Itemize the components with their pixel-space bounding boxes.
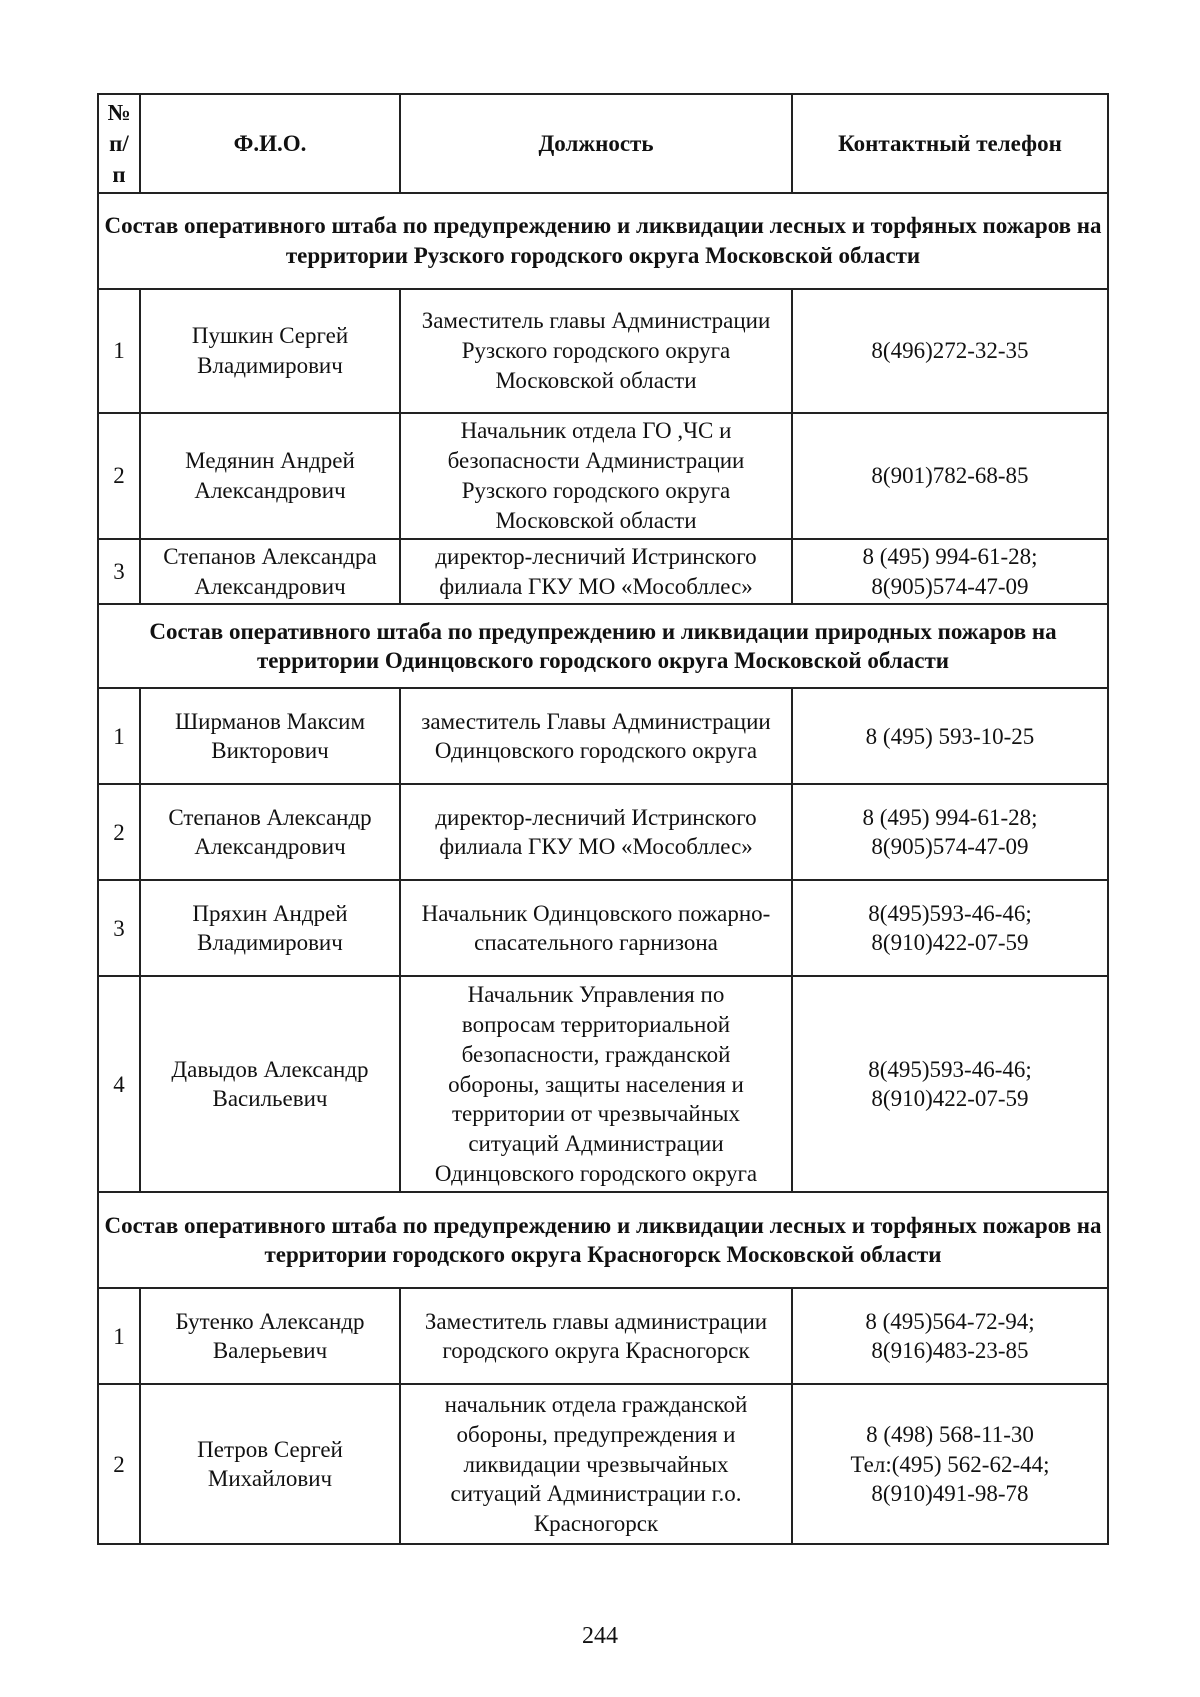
person-position: Начальник Одинцовского пожарно- спасательного гарнизона [400, 880, 792, 976]
section-title: Состав оперативного штаба по предупреждению и ликвидации природных пожаров на территории Одинцовского городского округа Московской области [98, 604, 1108, 688]
table-row [98, 289, 1108, 413]
page-number: 244 [582, 1623, 618, 1649]
row-number: 2 [98, 413, 140, 539]
section-title: Состав оперативного штаба по предупреждению и ликвидации лесных и торфяных пожаров на территории городского округа Красногорск Московской области [98, 1192, 1108, 1288]
person-position: начальник отдела гражданской обороны, предупреждения и ликвидации чрезвычайных ситуаций Администрации г.о. Красногорск [400, 1384, 792, 1544]
header-num-line-2: п/ [109, 131, 129, 157]
row-number: 1 [98, 289, 140, 413]
table-row [98, 413, 1108, 539]
row-number: 2 [98, 784, 140, 880]
person-name: Пряхин Андрей Владимирович [140, 880, 400, 976]
person-position: директор-лесничий Истринского филиала ГКУ МО «Мособллес» [400, 539, 792, 605]
person-name: Бутенко Александр Валерьевич [140, 1288, 400, 1384]
header-fio: Ф.И.О. [140, 94, 400, 193]
row-number: 3 [98, 539, 140, 605]
contact-phone: 8 (495) 994-61-28; 8(905)574-47-09 [792, 784, 1108, 880]
row-number: 4 [98, 976, 140, 1192]
header-num-line-3: п [112, 162, 126, 188]
contact-phone: 8 (495)564-72-94; 8(916)483-23-85 [792, 1288, 1108, 1384]
contact-phone: 8(496)272-32-35 [792, 289, 1108, 413]
person-position: Заместитель главы администрации городского округа Красногорск [400, 1288, 792, 1384]
table-body [98, 193, 1108, 1544]
person-name: Степанов Александра Александрович [140, 539, 400, 605]
section-title-row [98, 1192, 1108, 1288]
table-row [98, 1384, 1108, 1544]
section-title: Состав оперативного штаба по предупреждению и ликвидации лесных и торфяных пожаров на территории Рузского городского округа Московской области [98, 193, 1108, 289]
person-position: Начальник отдела ГО ,ЧС и безопасности Администрации Рузского городского округа Московской области [400, 413, 792, 539]
person-name: Ширманов Максим Викторович [140, 688, 400, 784]
contact-phone: 8 (495) 994-61-28; 8(905)574-47-09 [792, 539, 1108, 605]
table-row [98, 784, 1108, 880]
person-name: Пушкин Сергей Владимирович [140, 289, 400, 413]
header-row [98, 94, 1108, 193]
contact-phone: 8(495)593-46-46; 8(910)422-07-59 [792, 880, 1108, 976]
contact-phone: 8(495)593-46-46; 8(910)422-07-59 [792, 976, 1108, 1192]
person-name: Медянин Андрей Александрович [140, 413, 400, 539]
header-num [98, 94, 140, 193]
table-row [98, 976, 1108, 1192]
contact-phone: 8 (498) 568-11-30 Тел:(495) 562-62-44; 8(910)491-98-78 [792, 1384, 1108, 1544]
contact-phone: 8(901)782-68-85 [792, 413, 1108, 539]
table-row [98, 1288, 1108, 1384]
header-position: Должность [400, 94, 792, 193]
person-position: Заместитель главы Администрации Рузского городского округа Московской области [400, 289, 792, 413]
table-row [98, 688, 1108, 784]
person-position: заместитель Главы Администрации Одинцовского городского округа [400, 688, 792, 784]
header-num-line-1: № [107, 100, 131, 125]
person-position: Начальник Управления по вопросам территориальной безопасности, гражданской обороны, защиты населения и территории от чрезвычайных ситуаций Администрации Одинцовского городского округа [400, 976, 792, 1192]
row-number: 1 [98, 1288, 140, 1384]
person-name: Петров Сергей Михайлович [140, 1384, 400, 1544]
row-number: 3 [98, 880, 140, 976]
table-row [98, 880, 1108, 976]
header-phone: Контактный телефон [792, 94, 1108, 193]
section-title-row [98, 604, 1108, 688]
table-row [98, 539, 1108, 605]
person-name: Степанов Александр Александрович [140, 784, 400, 880]
person-position: директор-лесничий Истринского филиала ГКУ МО «Мособллес» [400, 784, 792, 880]
contact-phone: 8 (495) 593-10-25 [792, 688, 1108, 784]
section-title-row [98, 193, 1108, 289]
row-number: 1 [98, 688, 140, 784]
person-name: Давыдов Александр Васильевич [140, 976, 400, 1192]
staff-table [97, 93, 1109, 1545]
row-number: 2 [98, 1384, 140, 1544]
